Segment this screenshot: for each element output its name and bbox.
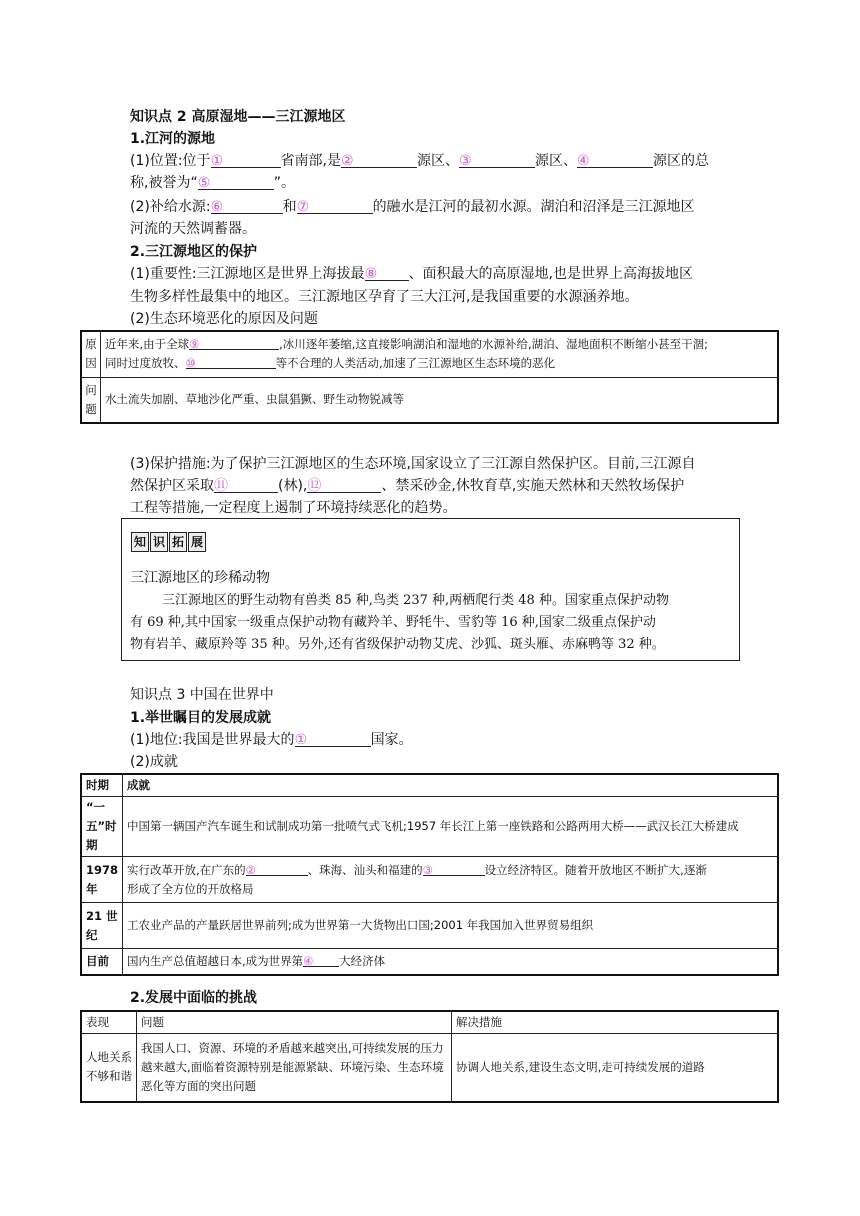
blank-10[interactable] bbox=[186, 354, 276, 369]
blank-6[interactable] bbox=[211, 196, 283, 214]
section-title-kp2: 知识点 2 高原湿地——三江源地区 bbox=[130, 109, 346, 125]
paragraph-status bbox=[130, 729, 735, 751]
text: (1)重要性:三江源地区是世界上海拔最 bbox=[130, 266, 365, 282]
heading-achievements: 1.举世瞩目的发展成就 bbox=[130, 710, 272, 726]
blank-number: ④ bbox=[577, 153, 590, 169]
table-head-problems: 问题 bbox=[81, 377, 101, 423]
blank-number: ⑥ bbox=[210, 199, 224, 215]
blank-7[interactable] bbox=[297, 196, 373, 214]
blank-kp3-4[interactable] bbox=[303, 952, 339, 967]
text: ,冰川逐年萎缩,这直接影响湖泊和湿地的水源补给,湖泊、湿地面积不断缩小甚至干涸; bbox=[279, 337, 708, 352]
challenges-table bbox=[80, 1010, 779, 1103]
extension-title: 三江源地区的珍稀动物 bbox=[130, 570, 270, 586]
text: (1)位置:位于 bbox=[130, 153, 211, 169]
table-head-causes: 原因 bbox=[81, 331, 101, 377]
table-head-period: 时期 bbox=[81, 774, 123, 797]
table-head-problem: 问题 bbox=[137, 1011, 452, 1034]
table-cell-manifestation: 人地关系不够和谐 bbox=[81, 1034, 137, 1102]
table-cell-causes bbox=[101, 331, 779, 377]
blank-12[interactable] bbox=[307, 475, 381, 493]
text: 源区的总 bbox=[653, 153, 710, 169]
extension-tag bbox=[131, 531, 207, 552]
blank-number: ⑧ bbox=[364, 266, 378, 282]
blank-number: ① bbox=[294, 732, 308, 748]
blank-number: ⑩ bbox=[185, 356, 196, 371]
blank-kp3-1[interactable] bbox=[295, 729, 371, 747]
text: (1)地位:我国是世界最大的 bbox=[130, 732, 295, 748]
text: 设立经济特区。随着开放地区不断扩大,逐渐 bbox=[484, 862, 707, 877]
blank-1[interactable] bbox=[211, 150, 281, 168]
knowledge-extension-box bbox=[121, 518, 740, 661]
text: 近年来,由于全球 bbox=[105, 337, 190, 352]
extension-text-2: 有 69 种,其中国家一级重点保护动物有藏羚羊、野牦牛、雪豹等 16 种,国家二级重点保护动 bbox=[130, 615, 656, 630]
text: (2)补给水源: bbox=[130, 199, 211, 215]
paragraph-measures: (3)保护措施:为了保护三江源地区的生态环境,国家设立了三江源自然保护区。目前,三江源自 bbox=[130, 456, 696, 472]
table-period: 21 世纪 bbox=[81, 903, 123, 949]
paragraph-location bbox=[130, 150, 735, 172]
table-achievement: 工农业产品的产量跃居世界前列;成为世界第一大货物出口国;2001 年我国加入世界贸易组织 bbox=[123, 903, 778, 949]
tag-char: 识 bbox=[150, 532, 168, 552]
blank-kp3-3[interactable] bbox=[423, 861, 485, 876]
blank-number: ① bbox=[210, 153, 224, 169]
text: 和 bbox=[282, 199, 297, 215]
paragraph-water-supply bbox=[130, 196, 735, 218]
paragraph-water-supply-cont: 河流的天然调蓄器。 bbox=[130, 221, 256, 237]
text: 同时过度放牧、 bbox=[105, 356, 186, 371]
paragraph-achievements-title: (2)成就 bbox=[130, 754, 178, 770]
blank-number: ③ bbox=[422, 862, 433, 877]
text: 源区、 bbox=[417, 153, 460, 169]
text: 源区、 bbox=[535, 153, 578, 169]
blank-number: ② bbox=[245, 862, 256, 877]
blank-number: ⑫ bbox=[307, 478, 322, 494]
text: ”。 bbox=[273, 175, 295, 191]
table-period: “一五”时期 bbox=[81, 797, 123, 857]
text: 省南部,是 bbox=[280, 153, 342, 169]
blank-number: ⑪ bbox=[214, 478, 228, 494]
extension-text-3: 物有岩羊、藏原羚等 35 种。另外,还有省级保护动物艾虎、沙狐、斑头雁、赤麻鸭等 32 种。 bbox=[130, 637, 665, 652]
blank-9[interactable] bbox=[189, 335, 279, 350]
text: 国内生产总值超越日本,成为世界第 bbox=[127, 953, 304, 968]
blank-11[interactable] bbox=[214, 475, 278, 493]
text: 、面积最大的高原湿地,也是世界上高海拔地区 bbox=[408, 266, 694, 282]
heading-river-source: 1.江河的源地 bbox=[130, 131, 216, 147]
table-head-achievement: 成就 bbox=[123, 774, 778, 797]
tag-char: 知 bbox=[131, 532, 149, 552]
heading-challenges: 2.发展中面临的挑战 bbox=[130, 990, 258, 1006]
table-period: 1978 年 bbox=[81, 857, 123, 903]
blank-number: ④ bbox=[303, 953, 314, 968]
text: 大经济体 bbox=[339, 953, 386, 968]
table-achievement bbox=[123, 857, 778, 903]
text: (林), bbox=[278, 478, 308, 494]
text: 、禁采砂金,休牧育草,实施天然林和天然牧场保护 bbox=[381, 478, 685, 494]
paragraph-importance-cont: 生物多样性最集中的地区。三江源地区孕育了三大江河,是我国重要的水源涵养地。 bbox=[130, 289, 639, 305]
table-head-manifestation: 表现 bbox=[81, 1011, 137, 1034]
blank-8[interactable] bbox=[365, 263, 409, 281]
table-achievement bbox=[123, 949, 778, 975]
paragraph-causes-title: (2)生态环境恶化的原因及问题 bbox=[130, 311, 318, 327]
table-cell-problems: 水土流失加剧、草地沙化严重、虫鼠猖獗、野生动物锐减等 bbox=[101, 377, 779, 423]
paragraph-measures-cont bbox=[130, 475, 735, 497]
text: 等不合理的人类活动,加速了三江源地区生态环境的恶化 bbox=[275, 356, 556, 371]
tag-char: 拓 bbox=[169, 532, 187, 552]
text: 形成了全方位的开放格局 bbox=[127, 881, 254, 896]
table-period: 目前 bbox=[81, 949, 123, 975]
table-head-solution: 解决措施 bbox=[452, 1011, 779, 1034]
tag-char: 展 bbox=[188, 532, 206, 552]
blank-number: ⑦ bbox=[296, 199, 310, 215]
achievements-table bbox=[80, 773, 779, 976]
text: 国家。 bbox=[370, 732, 413, 748]
text: 然保护区采取 bbox=[130, 478, 214, 494]
table-cell-problem: 我国人口、资源、环境的矛盾越来越突出,可持续发展的压力越来越大,面临着资源特别是能源紧缺、环境污染、生态环境恶化等方面的突出问题 bbox=[137, 1034, 452, 1102]
extension-text-1: 三江源地区的野生动物有兽类 85 种,鸟类 237 种,两栖爬行类 48 种。国家重点保护动物 bbox=[162, 593, 669, 608]
text: 的融水是江河的最初水源。湖泊和沼泽是三江源地区 bbox=[372, 199, 695, 215]
blank-2[interactable] bbox=[341, 150, 417, 168]
blank-number: ⑤ bbox=[197, 175, 211, 191]
blank-4[interactable] bbox=[577, 150, 653, 168]
paragraph-location-cont bbox=[130, 172, 735, 194]
blank-3[interactable] bbox=[459, 150, 535, 168]
paragraph-importance bbox=[130, 263, 735, 285]
causes-problems-table bbox=[80, 330, 779, 424]
section-title-kp3: 知识点 3 中国在世界中 bbox=[130, 687, 274, 703]
text: 实行改革开放,在广东的 bbox=[127, 862, 246, 877]
table-cell-solution: 协调人地关系,建设生态文明,走可持续发展的道路 bbox=[452, 1034, 779, 1102]
paragraph-measures-end: 工程等措施,一定程度上遏制了环境持续恶化的趋势。 bbox=[130, 500, 457, 516]
text: 、珠海、汕头和福建的 bbox=[307, 862, 423, 877]
table-achievement: 中国第一辆国产汽车诞生和试制成功第一批喷气式飞机;1957 年长江上第一座铁路和公路两用大桥——武汉长江大桥建成 bbox=[123, 797, 778, 857]
blank-number: ⑨ bbox=[189, 337, 200, 352]
blank-number: ③ bbox=[459, 153, 472, 169]
blank-5[interactable] bbox=[198, 172, 274, 190]
blank-kp3-2[interactable] bbox=[246, 861, 308, 876]
heading-protection: 2.三江源地区的保护 bbox=[130, 244, 258, 260]
text: 称,被誉为“ bbox=[130, 175, 198, 191]
blank-number: ② bbox=[341, 153, 354, 169]
